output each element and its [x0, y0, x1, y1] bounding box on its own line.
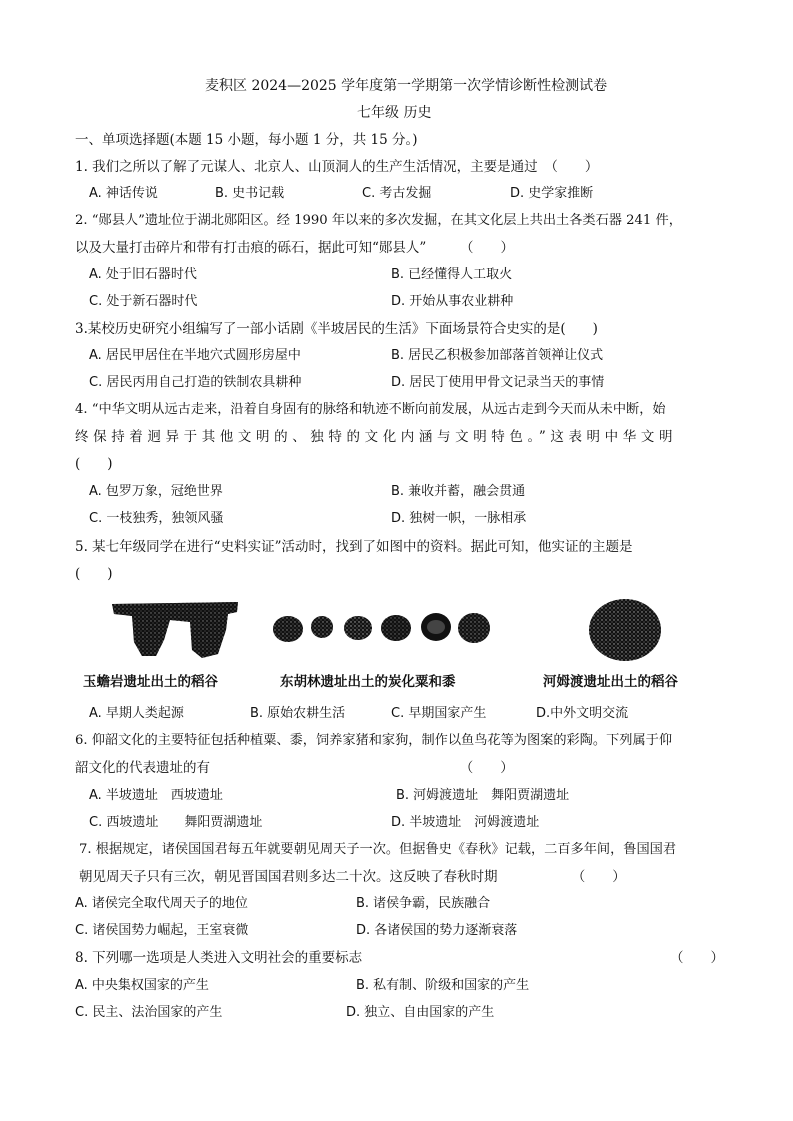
q6-option-c[interactable]: C. 西坡遗址 舞阳贾湖遗址: [89, 815, 263, 830]
hemudu-rice-image: [585, 595, 665, 665]
question-8-answer-bracket: （ ）: [670, 950, 724, 966]
q3-option-a[interactable]: A. 居民甲居住在半地穴式圆形房屋中: [89, 348, 301, 363]
question-7-stem-line-2: 朝见周天子只有三次，朝见晋国国君则多达二十次。这反映了春秋时期 （ ）: [79, 869, 626, 885]
q4-option-d[interactable]: D. 独树一帜，一脉相承: [391, 511, 527, 526]
q4-option-a[interactable]: A. 包罗万象，冠绝世界: [89, 484, 223, 499]
q7-option-a[interactable]: A. 诸侯完全取代周天子的地位: [75, 896, 248, 911]
question-6-stem-line-2: 韶文化的代表遗址的有 （ ）: [75, 760, 514, 776]
q1-option-a[interactable]: A. 神话传说: [89, 186, 158, 201]
q3-option-c[interactable]: C. 居民丙用自己打造的铁制农具耕种: [89, 375, 302, 390]
donghulin-grains-image: [270, 605, 500, 655]
exam-subtitle: 七年级 历史: [357, 105, 432, 121]
q5-option-c[interactable]: C. 早期国家产生: [391, 706, 487, 721]
question-5-stem-line-1: 5. 某七年级同学在进行“史料实证”活动时，找到了如图中的资料。据此可知，他实证的主题是: [75, 539, 633, 555]
q2-option-a[interactable]: A. 处于旧石器时代: [89, 267, 197, 282]
q7-option-b[interactable]: B. 诸侯争霸，民族融合: [356, 896, 491, 911]
q6-option-a[interactable]: A. 半坡遗址 西坡遗址: [89, 788, 223, 803]
q1-option-d[interactable]: D. 史学家推断: [510, 186, 594, 201]
exam-title: 麦积区 2024—2025 学年度第一学期第一次学情诊断性检测试卷: [205, 78, 608, 94]
q2-option-b[interactable]: B. 已经懂得人工取火: [391, 267, 513, 282]
q1-option-b[interactable]: B. 史书记载: [215, 186, 285, 201]
q5-option-a[interactable]: A. 早期人类起源: [89, 706, 184, 721]
question-4-stem-line-3: ( ): [75, 456, 113, 472]
question-6-stem-line-1: 6. 仰韶文化的主要特征包括种植粟、黍，饲养家猪和家狗，制作以鱼鸟花等为图案的彩陶。下列属于仰: [75, 733, 673, 748]
q6-option-d[interactable]: D. 半坡遗址 河姆渡遗址: [391, 815, 540, 830]
question-7-stem-line-1: 7. 根据规定，诸侯国国君每五年就要朝见周天子一次。但据鲁史《春秋》记载，二百多年间，鲁国国君: [79, 842, 677, 857]
q8-option-a[interactable]: A. 中央集权国家的产生: [75, 978, 209, 993]
question-4-stem-line-2: 终保持着迥异于其他文明的、独特的文化内涵与文明特色。”这表明中华文明: [75, 429, 678, 445]
q3-option-d[interactable]: D. 居民丁使用甲骨文记录当天的事情: [391, 375, 605, 390]
yuchanyan-rice-image: [110, 600, 240, 660]
section-heading: 一、单项选择题(本题 15 小题，每小题 1 分，共 15 分。): [75, 132, 418, 148]
q7-option-d[interactable]: D. 各诸侯国的势力逐渐衰落: [356, 923, 518, 938]
question-2-stem-line-1: 2. “郧县人”遗址位于湖北郧阳区。经 1990 年以来的多次发掘，在其文化层上共出土各类石器 241 件，: [75, 213, 682, 228]
q8-option-d[interactable]: D. 独立、自由国家的产生: [346, 1005, 495, 1020]
figure-caption-yuchanyan: 玉蟾岩遗址出土的稻谷: [83, 674, 218, 690]
question-1-stem: 1. 我们之所以了解了元谋人、北京人、山顶洞人的生产生活情况，主要是通过 （ ）: [75, 159, 599, 175]
figure-caption-hemudu: 河姆渡遗址出土的稻谷: [543, 674, 678, 690]
q2-option-d[interactable]: D. 开始从事农业耕种: [391, 294, 514, 309]
q4-option-c[interactable]: C. 一枝独秀，独领风骚: [89, 511, 224, 526]
question-4-stem-line-1: 4. “中华文明从远古走来，沿着自身固有的脉络和轨迹不断向前发展，从远古走到今天而从未中断，始: [75, 402, 666, 417]
q6-option-b[interactable]: B. 河姆渡遗址 舞阳贾湖遗址: [396, 788, 570, 803]
q1-option-c[interactable]: C. 考古发掘: [362, 186, 432, 201]
question-3-stem: 3.某校历史研究小组编写了一部小话剧《半坡居民的生活》下面场景符合史实的是( ): [75, 321, 598, 337]
figure-caption-donghulin: 东胡林遗址出土的炭化粟和黍: [280, 674, 456, 690]
q5-option-d[interactable]: D.中外文明交流: [536, 706, 629, 721]
question-2-stem-line-2: 以及大量打击碎片和带有打击痕的砾石，据此可知“郧县人” （ ）: [75, 240, 515, 256]
question-8-stem: 8. 下列哪一选项是人类进入文明社会的重要标志: [75, 950, 363, 966]
q8-option-b[interactable]: B. 私有制、阶级和国家的产生: [356, 978, 530, 993]
q2-option-c[interactable]: C. 处于新石器时代: [89, 294, 198, 309]
q4-option-b[interactable]: B. 兼收并蓄，融会贯通: [391, 484, 526, 499]
q8-option-c[interactable]: C. 民主、法治国家的产生: [75, 1005, 223, 1020]
q7-option-c[interactable]: C. 诸侯国势力崛起，王室衰微: [75, 923, 249, 938]
q5-option-b[interactable]: B. 原始农耕生活: [250, 706, 346, 721]
q3-option-b[interactable]: B. 居民乙积极参加部落首领禅让仪式: [391, 348, 604, 363]
question-5-stem-line-2: ( ): [75, 566, 113, 582]
